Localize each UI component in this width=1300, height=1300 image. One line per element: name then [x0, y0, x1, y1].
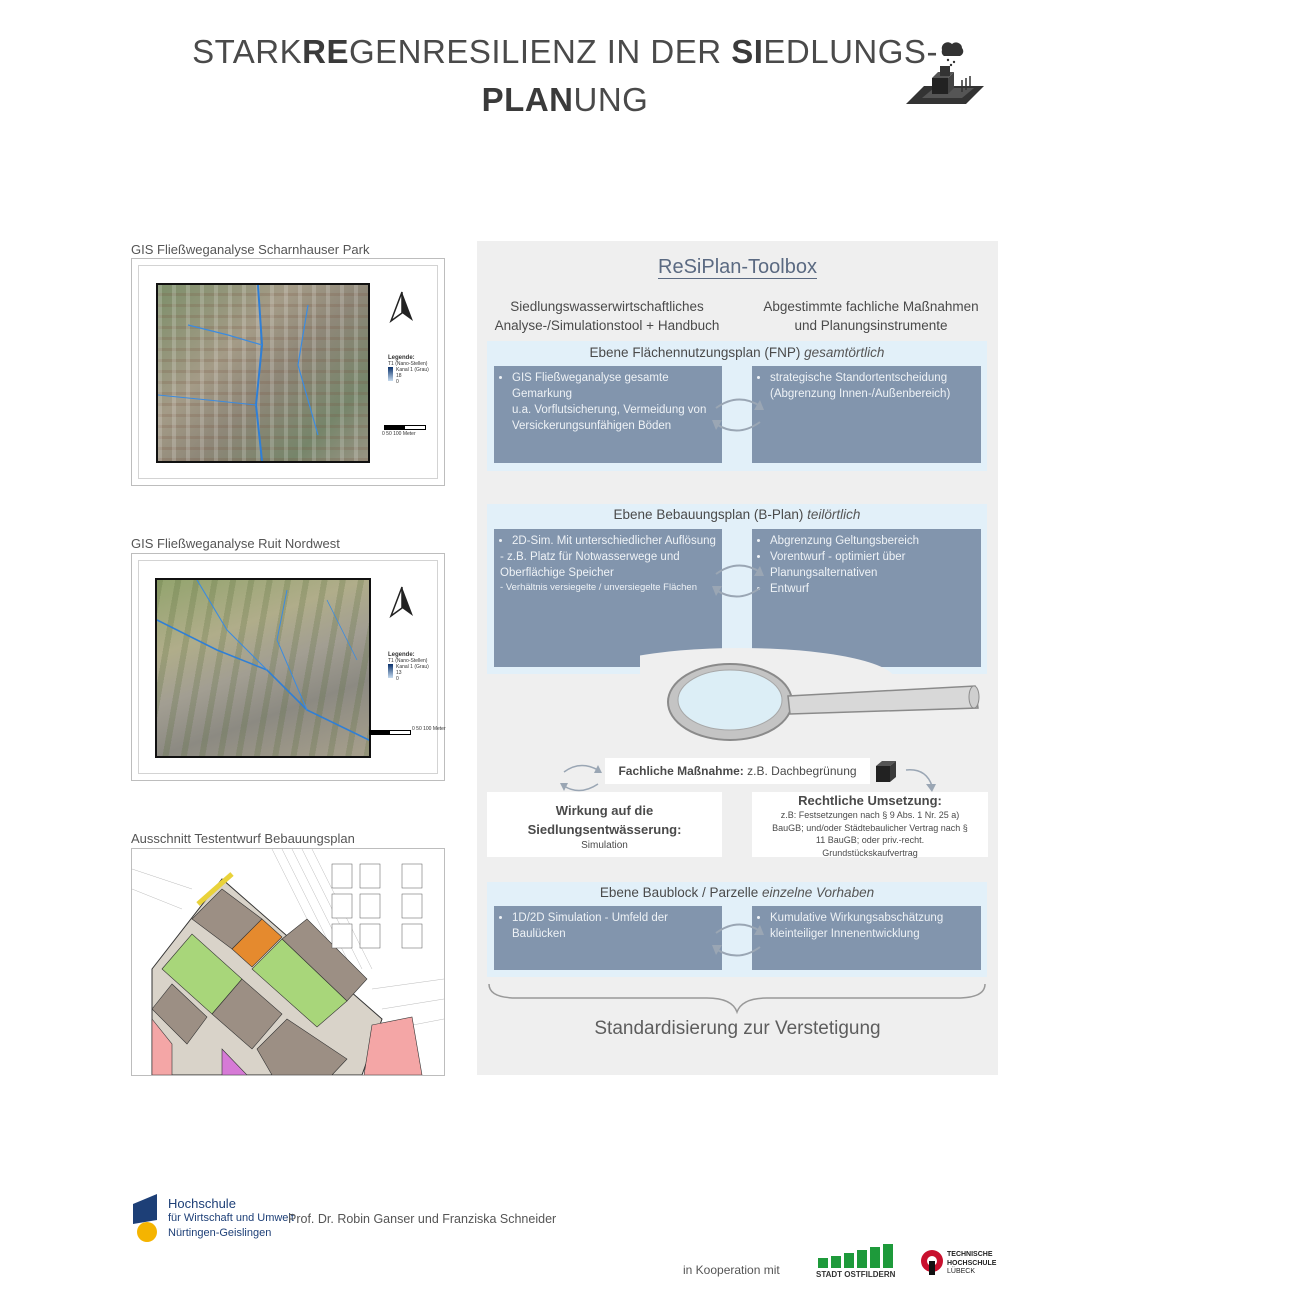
map2-frame [131, 553, 445, 781]
arrow-right-icon [904, 766, 940, 794]
scale-label: 0 50 100 Meter [382, 431, 416, 437]
map2-caption: GIS Fließweganalyse Ruit Nordwest [131, 536, 340, 551]
cycle-arrows-icon [708, 915, 768, 965]
bplan-drawing [132, 849, 444, 1075]
map1-legend: Legende: T1 (Nano-Stellen) Kanal 1 (Grau) 18 0 [388, 355, 429, 385]
brace-icon [487, 980, 989, 1016]
column-head-left: Siedlungswasserwirtschaftliches Analyse-/Simulationstool + Handbuch [494, 299, 720, 333]
poster-title: STARKREGENRESILIENZ IN DER SIEDLUNGS- PLANUNG [192, 33, 938, 118]
effect-box: Wirkung auf die Siedlungsentwässerung: Simulation [487, 792, 722, 857]
map2-legend: Legende: T1 (Nano-Stellen) Kanal 1 (Grau) 13 0 [388, 652, 429, 682]
fnp-analysis-card: • GIS Fließweganalyse gesamte Gemarkung u.a. Vorflutsicherung, Vermeidung von Versickerungsunfähigen Böden [494, 366, 722, 463]
aerial-map-ruit [155, 578, 371, 758]
standardization-label: Standardisierung zur Verstetigung [594, 1018, 881, 1039]
bplan-analysis-card: • 2D-Sim. Mit unterschiedlicher Auflösung - z.B. Platz für Notwasserwege und Oberflächige Speicher - Verhältnis versiegelte / unversiegelte Flächen [494, 529, 722, 667]
hfwu-logo-icon [131, 1192, 161, 1244]
th-luebeck-name: TECHNISCHE HOCHSCHULE LÜBECK [947, 1251, 997, 1275]
measure-box: Fachliche Maßnahme: z.B. Dachbegrünung [605, 758, 870, 784]
authors: Prof. Dr. Robin Ganser und Franziska Schneider [288, 1212, 557, 1226]
scale-label: 0 50 100 Meter [412, 726, 446, 732]
hfwu-name: Hochschule für Wirtschaft und Umwelt Nürtingen-Geislingen [168, 1196, 294, 1239]
scale-bar [384, 425, 426, 430]
baublock-analysis-card: • 1D/2D Simulation - Umfeld der Baulücken [494, 906, 722, 970]
legal-box: Rechtliche Umsetzung: z.B: Festsetzungen nach § 9 Abs. 1 Nr. 25 a) BauGB; und/oder Städtebaulicher Vertrag nach § 11 BauGB; oder priv.-recht. Grundstückskaufvertrag [752, 792, 988, 857]
map1-frame [131, 258, 445, 486]
fnp-measures-card: • strategische Standortentscheidung (Abgrenzung Innen-/Außenbereich) [752, 366, 981, 463]
cycle-arrows-icon [708, 390, 768, 440]
magnifier-icon [640, 640, 990, 752]
level-bplan-title: Ebene Bebauungsplan (B-Plan) teilörtlich [613, 507, 861, 522]
ostfildern-name: STADT OSTFILDERN [816, 1270, 896, 1279]
column-head-right: Abgestimmte fachliche Maßnahmen und Planungsinstrumente [763, 299, 979, 333]
aerial-map-scharnhauser [156, 283, 370, 463]
north-arrow-icon [389, 586, 415, 618]
level-baublock-title: Ebene Baublock / Parzelle einzelne Vorhaben [599, 885, 875, 900]
ostfildern-logo-icon [816, 1244, 902, 1268]
cooperation-label: in Kooperation mit [683, 1263, 780, 1277]
baublock-measures-card: • Kumulative Wirkungsabschätzung kleinteiliger Innenentwicklung [752, 906, 981, 970]
cycle-arrows-icon [708, 556, 768, 606]
map1-caption: GIS Fließweganalyse Scharnhauser Park [131, 242, 370, 257]
toolbox-title: ReSiPlan-Toolbox [658, 256, 817, 278]
bplan-measures-card: • Abgrenzung Geltungsbereich • Vorentwurf - optimiert über Planungsalternativen • Entwurf [752, 529, 981, 667]
bplan-frame [131, 848, 445, 1076]
rain-building-icon [904, 36, 986, 112]
north-arrow-icon [389, 291, 415, 323]
map3-caption: Ausschnitt Testentwurf Bebauungsplan [131, 831, 355, 846]
cube-icon [874, 760, 900, 784]
th-luebeck-logo-icon [920, 1249, 944, 1277]
level-fnp-title: Ebene Flächennutzungsplan (FNP) gesamtörtlich [589, 345, 885, 360]
